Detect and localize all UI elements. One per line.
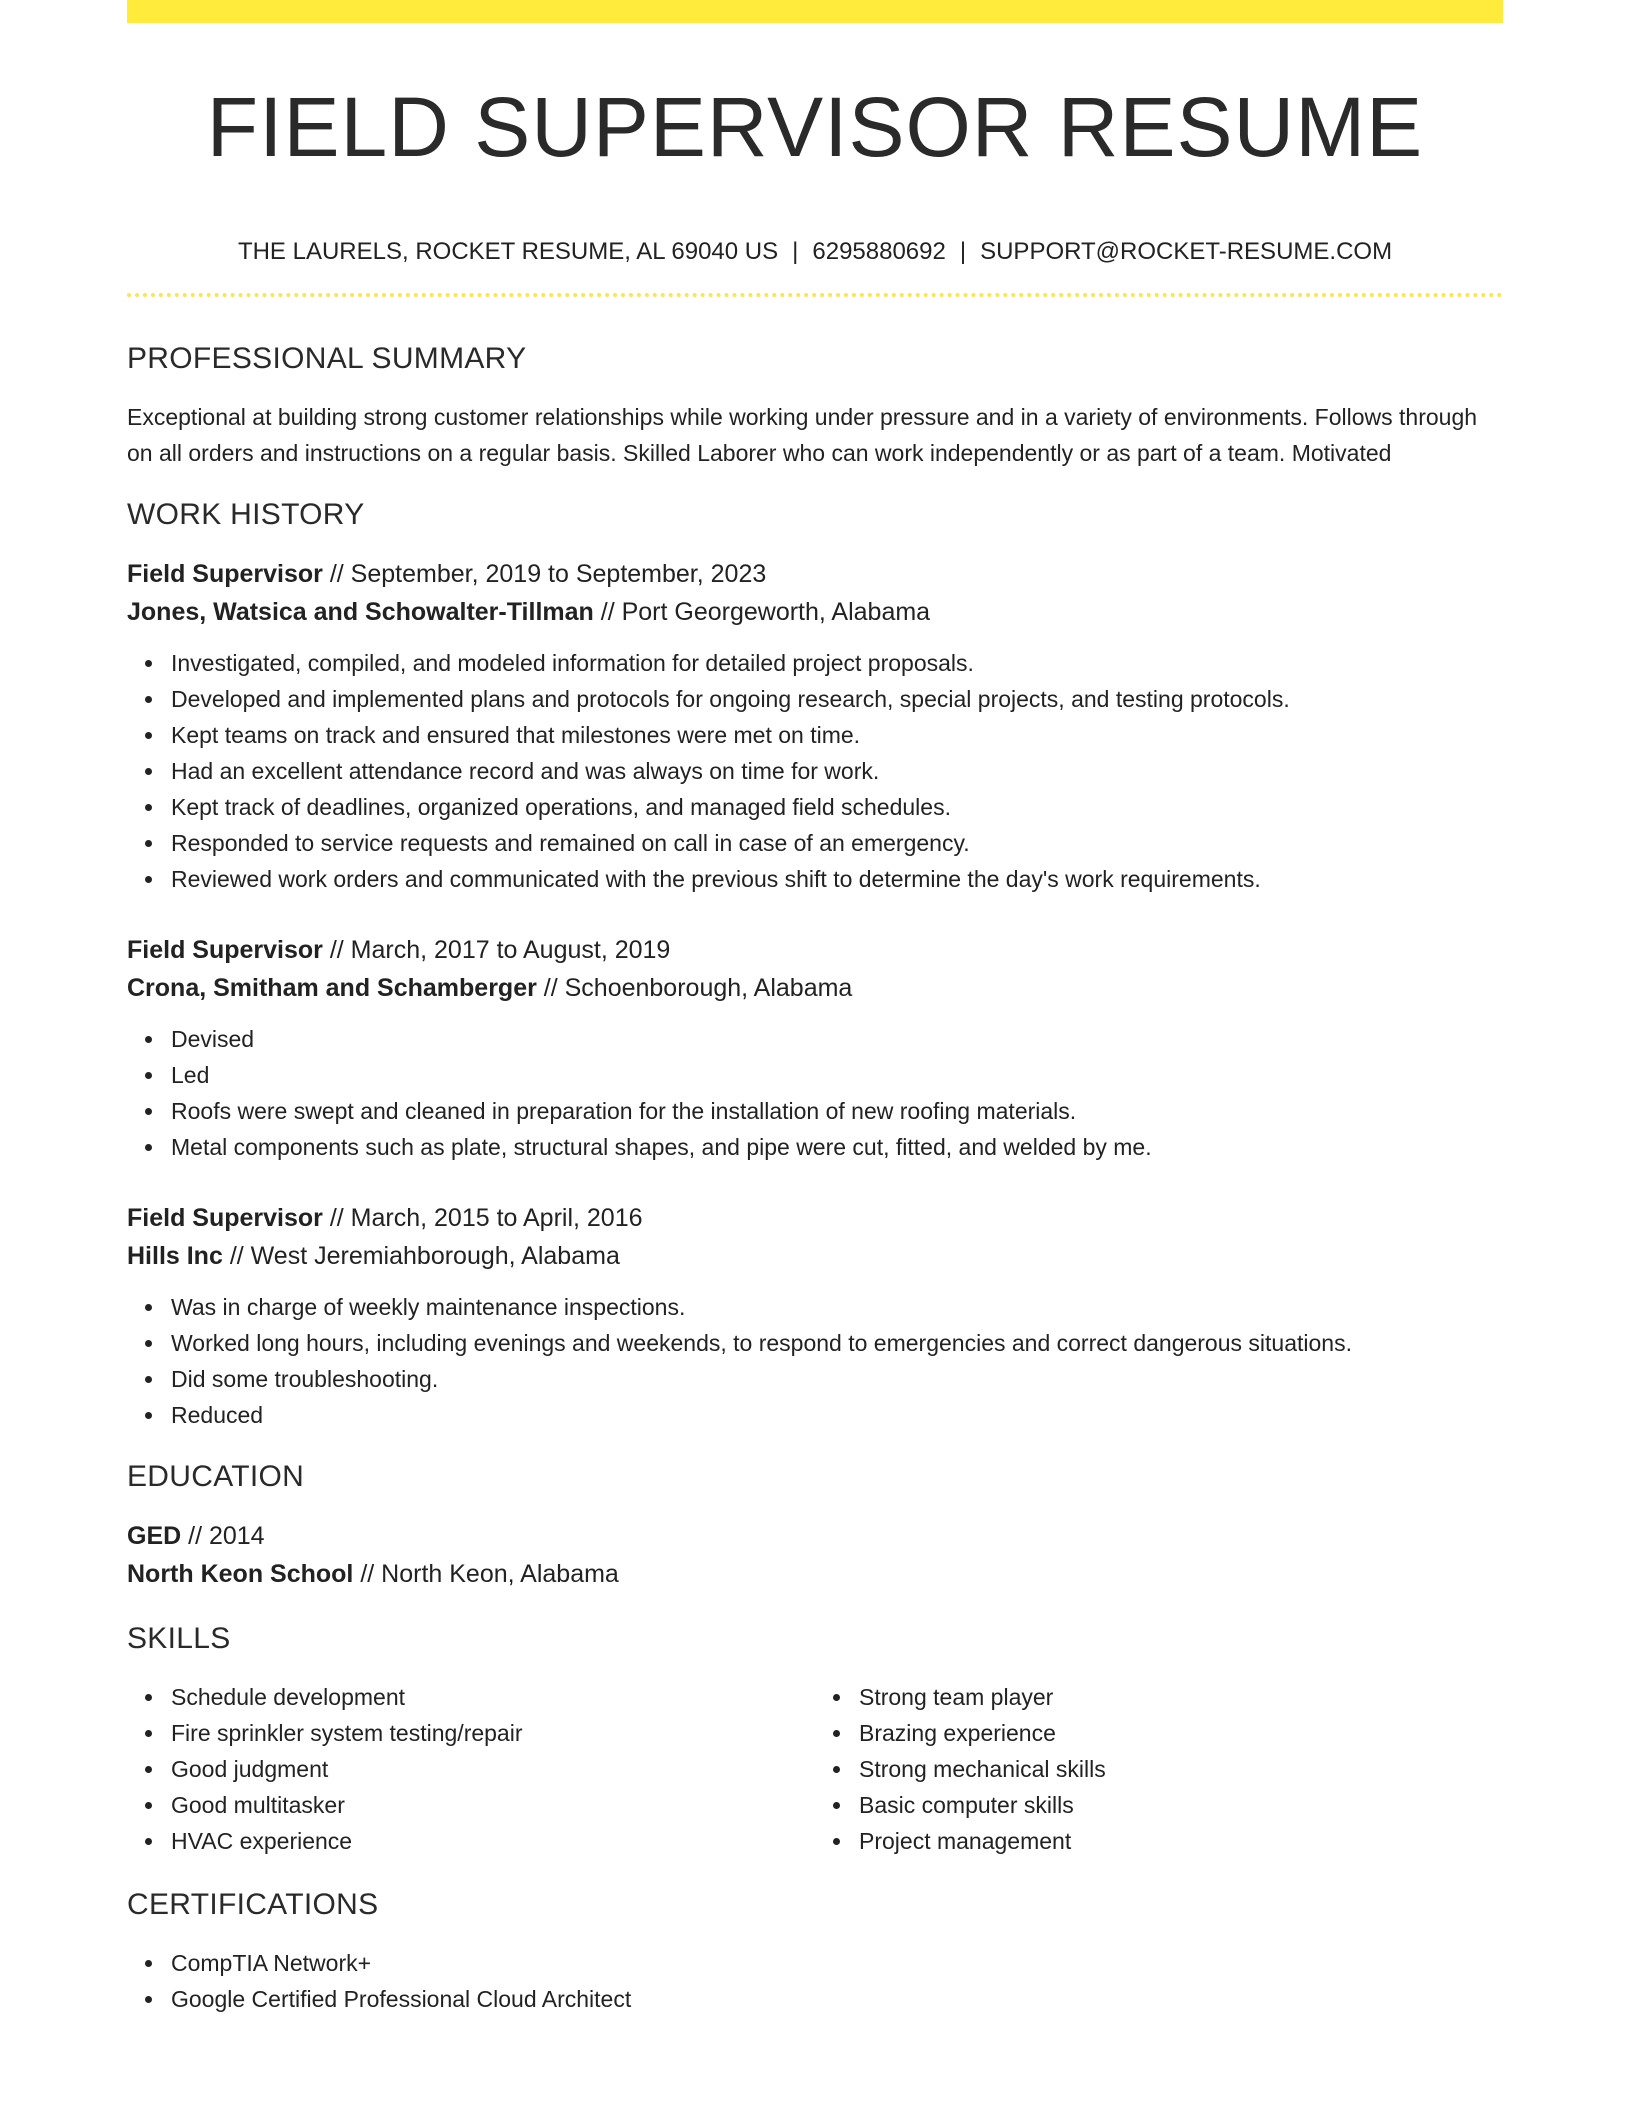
job-location: // West Jeremiahborough, Alabama: [222, 1242, 620, 1270]
dotted-divider: [127, 293, 1503, 297]
work-history-heading: WORK HISTORY: [127, 498, 365, 531]
job-dates: // September, 2019 to September, 2023: [322, 560, 767, 588]
education-entry: [127, 1517, 1503, 1593]
skills-heading: SKILLS: [127, 1622, 231, 1655]
school-name: North Keon School: [127, 1560, 354, 1588]
degree-year: // 2014: [181, 1522, 265, 1550]
job-dates: // March, 2017 to August, 2019: [322, 936, 671, 964]
job-location: // Schoenborough, Alabama: [536, 974, 853, 1002]
job-title-line: [127, 555, 1503, 593]
contact-separator: |: [792, 238, 799, 265]
contact-separator: |: [959, 238, 967, 265]
certifications-list: [127, 1945, 1503, 2017]
skills-columns: [127, 1679, 1503, 1859]
list-item: Metal components such as plate, structural shapes, and pipe were cut, fitted, and welded by me.: [171, 1129, 1503, 1165]
skills-list-right: [815, 1679, 1503, 1859]
skills-list-left: [127, 1679, 815, 1859]
list-item: Kept teams on track and ensured that milestones were met on time.: [171, 717, 1503, 753]
job-title: Field Supervisor: [127, 560, 323, 588]
job-entry: [127, 1199, 1503, 1433]
job-company: Jones, Watsica and Schowalter-Tillman: [127, 598, 594, 626]
job-company-line: [127, 1237, 1503, 1275]
list-item: Strong mechanical skills: [859, 1751, 1503, 1787]
contact-phone: 6295880692: [812, 238, 946, 265]
school-location: // North Keon, Alabama: [353, 1560, 619, 1588]
list-item: Reviewed work orders and communicated with the previous shift to determine the day's work requirements.: [171, 861, 1503, 897]
list-item: Brazing experience: [859, 1715, 1503, 1751]
list-item: HVAC experience: [171, 1823, 815, 1859]
job-company-line: [127, 969, 1503, 1007]
list-item: Schedule development: [171, 1679, 815, 1715]
job-title-line: [127, 1199, 1503, 1237]
page-title: FIELD SUPERVISOR RESUME: [206, 80, 1424, 174]
job-company: Crona, Smitham and Schamberger: [127, 974, 537, 1002]
resume-page: [127, 0, 1503, 2017]
list-item: Roofs were swept and cleaned in preparation for the installation of new roofing materials.: [171, 1093, 1503, 1129]
education-heading: EDUCATION: [127, 1460, 305, 1493]
job-duties: [127, 1021, 1503, 1165]
list-item: Strong team player: [859, 1679, 1503, 1715]
list-item: Responded to service requests and remained on call in case of an emergency.: [171, 825, 1503, 861]
job-title: Field Supervisor: [127, 936, 323, 964]
list-item: Reduced: [171, 1397, 1503, 1433]
list-item: Kept track of deadlines, organized operations, and managed field schedules.: [171, 789, 1503, 825]
list-item: Developed and implemented plans and protocols for ongoing research, special projects, and testing protocols.: [171, 681, 1503, 717]
list-item: Google Certified Professional Cloud Architect: [171, 1981, 1503, 2017]
list-item: Project management: [859, 1823, 1503, 1859]
list-item: Was in charge of weekly maintenance inspections.: [171, 1289, 1503, 1325]
summary-text: Exceptional at building strong customer relationships while working under pressure and in a variety of environments. Follows through on all orders and instructions on a regular basis. Skilled Laborer who can work independently or as part of a team. Motivated: [127, 404, 1478, 466]
contact-email: SUPPORT@ROCKET-RESUME.COM: [980, 238, 1393, 265]
list-item: Good judgment: [171, 1751, 815, 1787]
list-item: Fire sprinkler system testing/repair: [171, 1715, 815, 1751]
job-location: // Port Georgeworth, Alabama: [593, 598, 931, 626]
degree: GED: [127, 1522, 182, 1550]
list-item: Led: [171, 1057, 1503, 1093]
list-item: Did some troubleshooting.: [171, 1361, 1503, 1397]
contact-address: THE LAURELS, ROCKET RESUME, AL 69040 US: [237, 238, 779, 265]
summary-heading: PROFESSIONAL SUMMARY: [127, 342, 527, 375]
accent-bar: [127, 0, 1503, 23]
list-item: Had an excellent attendance record and was always on time for work.: [171, 753, 1503, 789]
job-entry: [127, 931, 1503, 1165]
school-line: [127, 1555, 1503, 1593]
list-item: Good multitasker: [171, 1787, 815, 1823]
list-item: CompTIA Network+: [171, 1945, 1503, 1981]
job-company: Hills Inc: [127, 1242, 223, 1270]
job-title-line: [127, 931, 1503, 969]
list-item: Basic computer skills: [859, 1787, 1503, 1823]
job-dates: // March, 2015 to April, 2016: [322, 1204, 643, 1232]
job-title: Field Supervisor: [127, 1204, 323, 1232]
list-item: Worked long hours, including evenings and weekends, to respond to emergencies and correct dangerous situations.: [171, 1325, 1503, 1361]
list-item: Investigated, compiled, and modeled information for detailed project proposals.: [171, 645, 1503, 681]
job-duties: [127, 1289, 1503, 1433]
degree-line: [127, 1517, 1503, 1555]
contact-line: [127, 237, 1503, 267]
certifications-heading: CERTIFICATIONS: [127, 1888, 379, 1921]
job-duties: [127, 645, 1503, 897]
list-item: Devised: [171, 1021, 1503, 1057]
job-company-line: [127, 593, 1503, 631]
job-entry: [127, 555, 1503, 897]
